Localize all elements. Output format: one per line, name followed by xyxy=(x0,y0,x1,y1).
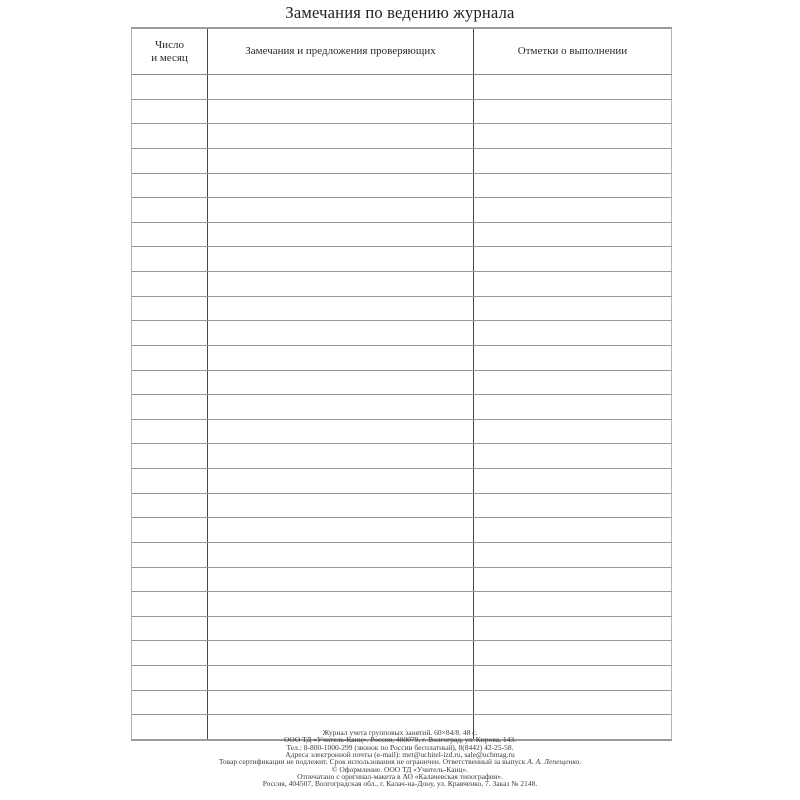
cell-completion xyxy=(474,419,672,444)
cell-date xyxy=(132,666,208,691)
cell-remarks xyxy=(208,345,474,370)
table-row xyxy=(132,641,672,666)
column-header-completion: Отметки о выполнении xyxy=(474,28,672,75)
cell-remarks xyxy=(208,247,474,272)
table-row xyxy=(132,173,672,198)
cell-completion xyxy=(474,272,672,297)
cell-completion xyxy=(474,469,672,494)
imprint-line-publisher: ООО ТД «Учитель-Канц». Россия, 400079, г. Волгоград, ул. Кирова, 143. xyxy=(284,735,516,745)
cell-remarks xyxy=(208,296,474,321)
table-row xyxy=(132,542,672,567)
table-row xyxy=(132,567,672,592)
cell-completion xyxy=(474,666,672,691)
imprint-line-phone: Тел.: 8-800-1000-299 (звонок по России бесплатный), 8(8442) 42-25-58. xyxy=(286,742,514,752)
cell-remarks xyxy=(208,592,474,617)
cell-remarks xyxy=(208,666,474,691)
cell-completion xyxy=(474,641,672,666)
imprint-line-printer: Отпечатано с оригинал-макета в АО «Калачевская типография». xyxy=(297,772,503,782)
table-row xyxy=(132,345,672,370)
table-row xyxy=(132,99,672,124)
cell-remarks xyxy=(208,419,474,444)
cell-date xyxy=(132,370,208,395)
cell-remarks xyxy=(208,124,474,149)
cell-completion xyxy=(474,616,672,641)
cell-date xyxy=(132,641,208,666)
table-row xyxy=(132,493,672,518)
cell-completion xyxy=(474,296,672,321)
table-row xyxy=(132,518,672,543)
cell-completion xyxy=(474,690,672,715)
table-row xyxy=(132,395,672,420)
cell-remarks xyxy=(208,222,474,247)
cell-date xyxy=(132,124,208,149)
cell-date xyxy=(132,690,208,715)
cell-remarks xyxy=(208,641,474,666)
cell-completion xyxy=(474,148,672,173)
cell-remarks xyxy=(208,395,474,420)
table-row xyxy=(132,592,672,617)
cell-date xyxy=(132,345,208,370)
cell-date xyxy=(132,75,208,100)
cell-completion xyxy=(474,345,672,370)
cell-completion xyxy=(474,247,672,272)
cell-completion xyxy=(474,124,672,149)
cell-remarks xyxy=(208,518,474,543)
table-row xyxy=(132,272,672,297)
cell-remarks xyxy=(208,370,474,395)
cell-completion xyxy=(474,518,672,543)
cell-completion xyxy=(474,99,672,124)
cell-completion xyxy=(474,567,672,592)
table-row xyxy=(132,124,672,149)
imprint-line-email: Адреса электронной почты (e-mail): met@uchitel-izd.ru, sale@uchmag.ru xyxy=(285,750,515,760)
imprint-line-order: Россия, 404507, Волгоградская обл., г. Калач-на-Дону, ул. Кравченко, 7. Заказ № 2148. xyxy=(262,779,538,789)
cell-remarks xyxy=(208,321,474,346)
cell-remarks xyxy=(208,690,474,715)
table-row xyxy=(132,321,672,346)
imprint-footer xyxy=(0,729,800,788)
table-row xyxy=(132,469,672,494)
cell-date xyxy=(132,247,208,272)
cell-date xyxy=(132,148,208,173)
cell-date xyxy=(132,296,208,321)
column-header-remarks: Замечания и предложения проверяющих xyxy=(208,28,474,75)
table-row xyxy=(132,690,672,715)
cell-completion xyxy=(474,444,672,469)
cell-completion xyxy=(474,198,672,223)
column-header-date-line1: Число xyxy=(155,38,184,51)
cell-remarks xyxy=(208,75,474,100)
cell-remarks xyxy=(208,148,474,173)
cell-date xyxy=(132,198,208,223)
table-row xyxy=(132,148,672,173)
table-row xyxy=(132,616,672,641)
cell-date xyxy=(132,395,208,420)
table-body xyxy=(132,75,672,740)
imprint-line-format: Журнал учета групповых занятий. 60×84/8. 48 с. xyxy=(322,728,478,737)
cell-remarks xyxy=(208,567,474,592)
cell-date xyxy=(132,173,208,198)
table-row xyxy=(132,444,672,469)
cell-date xyxy=(132,222,208,247)
cell-date xyxy=(132,272,208,297)
cell-date xyxy=(132,493,208,518)
table-row xyxy=(132,296,672,321)
cell-completion xyxy=(474,493,672,518)
cell-remarks xyxy=(208,469,474,494)
cell-date xyxy=(132,321,208,346)
cell-remarks xyxy=(208,616,474,641)
table-row xyxy=(132,247,672,272)
cell-completion xyxy=(474,321,672,346)
cell-date xyxy=(132,567,208,592)
cell-completion xyxy=(474,222,672,247)
cell-remarks xyxy=(208,173,474,198)
cell-completion xyxy=(474,542,672,567)
cell-remarks xyxy=(208,542,474,567)
column-header-date-line2: и месяц xyxy=(151,51,188,64)
cell-remarks xyxy=(208,272,474,297)
cell-date xyxy=(132,99,208,124)
table-row xyxy=(132,222,672,247)
cell-date xyxy=(132,469,208,494)
cell-remarks xyxy=(208,99,474,124)
cell-completion xyxy=(474,173,672,198)
table-row xyxy=(132,666,672,691)
cell-completion xyxy=(474,75,672,100)
cell-date xyxy=(132,542,208,567)
imprint-line-copyright: © Оформление. ООО ТД «Учитель-Канц». xyxy=(331,764,469,774)
table-row xyxy=(132,370,672,395)
cell-remarks xyxy=(208,198,474,223)
cell-date xyxy=(132,616,208,641)
imprint-editor-name: А. А. Лепещенко. xyxy=(527,757,582,767)
cell-date xyxy=(132,419,208,444)
table-row xyxy=(132,419,672,444)
cell-remarks xyxy=(208,444,474,469)
header-row xyxy=(132,28,672,75)
cell-date xyxy=(132,592,208,617)
table-row xyxy=(132,198,672,223)
page-title: Замечания по ведению журнала xyxy=(285,3,515,22)
table-row xyxy=(132,75,672,100)
column-header-date xyxy=(132,28,208,75)
remarks-table xyxy=(131,27,672,741)
imprint-certification-text: Товар сертификации не подлежит. Срок использования не ограничен. Ответственный за выпуск xyxy=(218,757,528,767)
cell-completion xyxy=(474,370,672,395)
table-header xyxy=(132,28,672,75)
cell-completion xyxy=(474,395,672,420)
cell-date xyxy=(132,444,208,469)
cell-remarks xyxy=(208,493,474,518)
cell-date xyxy=(132,518,208,543)
cell-completion xyxy=(474,592,672,617)
